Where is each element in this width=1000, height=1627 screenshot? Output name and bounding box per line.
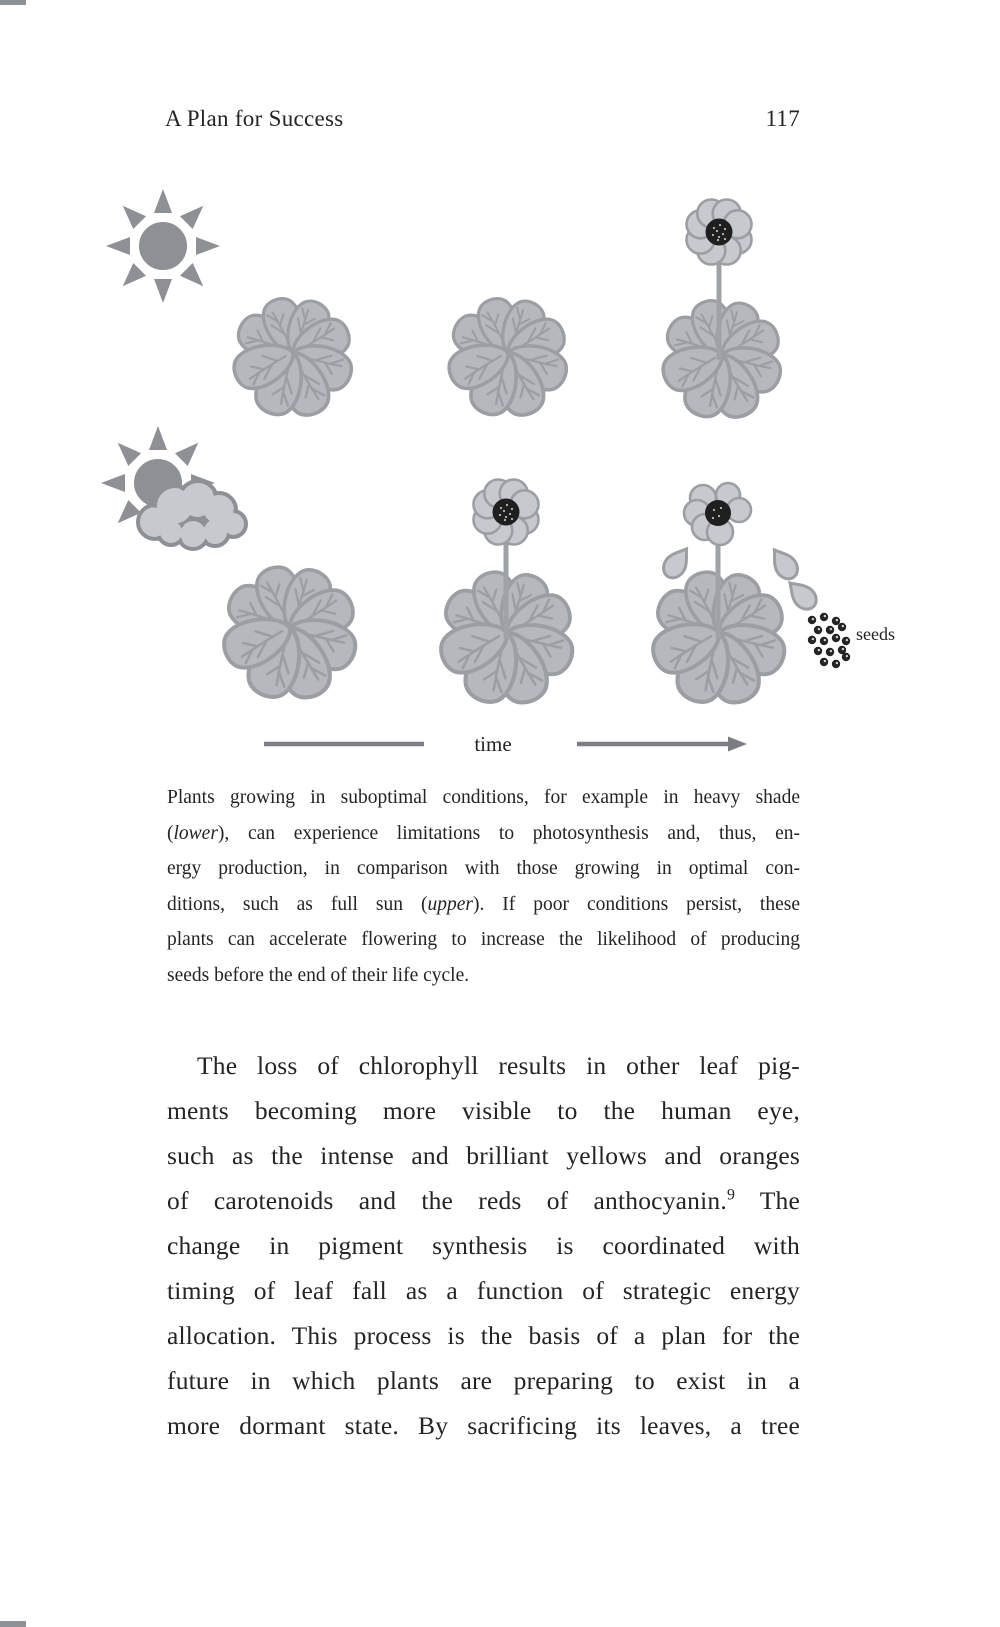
plant-rosette-lower-1 (218, 562, 362, 704)
body-paragraph (167, 1043, 800, 1448)
scan-artifact-bottom (0, 1621, 26, 1627)
caption-line: (lower), can experience limitations to photosynthesis and, thus, en- (167, 822, 800, 844)
body-line: The loss of chlorophyll results in other leaf pig- (197, 1051, 800, 1080)
page-number: 117 (765, 106, 800, 131)
falling-petal-icon (783, 576, 821, 614)
body-line: such as the intense and brilliant yellows and oranges (167, 1141, 800, 1170)
caption-line: ditions, such as full sun (upper). If poor conditions persist, these (167, 893, 800, 915)
time-arrowhead (728, 737, 747, 752)
running-head: A Plan for Success (165, 106, 344, 131)
body-line: ments becoming more visible to the human eye, (167, 1096, 800, 1125)
figure-caption (167, 780, 800, 993)
flower-icon-lower-right (684, 483, 751, 545)
body-line: change in pigment synthesis is coordinated with (167, 1231, 800, 1260)
flower-icon-upper (687, 200, 752, 265)
body-line: timing of leaf fall as a function of strategic energy (167, 1276, 800, 1305)
flower-icon-lower-middle (474, 480, 539, 545)
caption-line: Plants growing in suboptimal conditions, for example in heavy shade (167, 787, 800, 808)
scan-artifact-top (0, 0, 26, 5)
caption-line: ergy production, in comparison with those growing in optimal con- (167, 858, 800, 879)
body-line: allocation. This process is the basis of a plan for the (167, 1321, 800, 1350)
caption-line: plants can accelerate flowering to increase the likelihood of producing (167, 929, 800, 950)
plant-rosette-upper-3 (657, 296, 786, 422)
plant-rosette-upper-2 (443, 294, 572, 420)
page-header (165, 106, 800, 132)
seeds-cluster-icon (808, 613, 850, 668)
sun-icon (106, 189, 220, 303)
plant-rosette-upper-1 (228, 294, 357, 420)
body-line: future in which plants are preparing to exist in a (167, 1366, 800, 1395)
sun-behind-cloud-icon (101, 426, 246, 549)
caption-line: seeds before the end of their life cycle. (167, 964, 470, 986)
time-label: time (474, 732, 512, 756)
body-line: more dormant state. By sacrificing its leaves, a tree (167, 1411, 800, 1440)
falling-petal-icon (766, 544, 802, 583)
seeds-label: seeds (856, 624, 895, 644)
falling-petal-icon (659, 543, 695, 582)
body-line: of carotenoids and the reds of anthocyanin.$^9$ The (167, 1186, 801, 1215)
figure-illustration (85, 170, 915, 765)
